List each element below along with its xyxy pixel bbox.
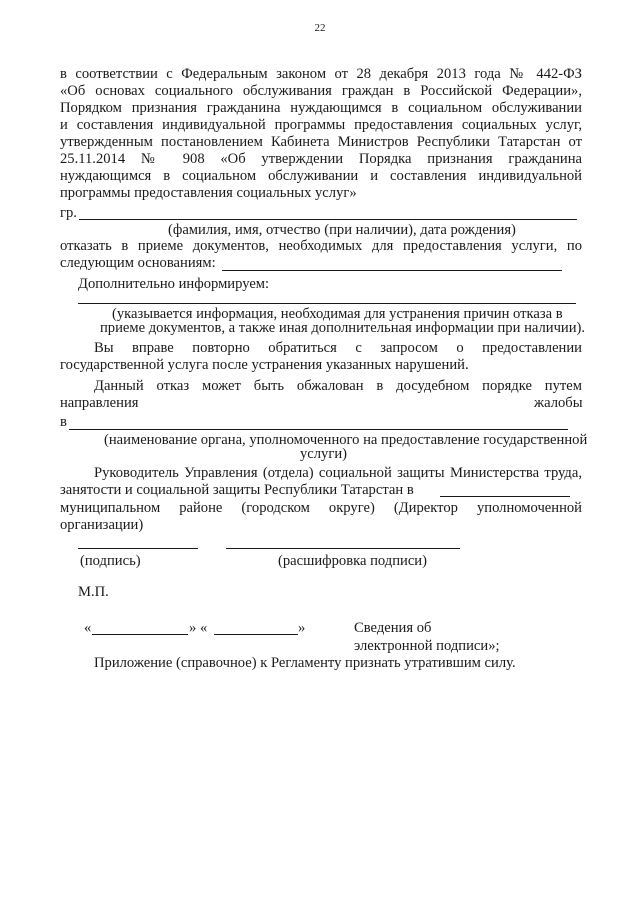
citizen-prefix: гр. [60,205,77,221]
district-field [440,496,570,497]
date-open-quote: « [84,620,92,636]
additional-caption-2: приеме документов, а также иная дополнительная информации при наличии). [100,320,586,336]
decryption-caption: (расшифровка подписи) [278,553,427,569]
refuse-line: отказать в приеме документов, необходимых для предоставления услуги, по [60,238,582,254]
para1-line-7: нуждающимся в социальном обслуживании и составления индивидуальной [60,168,582,184]
signature-decryption-field [226,548,460,549]
head-line-1: Руководитель Управления (отдела) социальной защиты Министерства труда, [94,465,582,481]
date-day-field [92,634,188,635]
appeal-complaint: жалобы [534,395,583,411]
para1-line-8: программы предоставления социальных услуг» [60,185,357,201]
esign-line-1: Сведения об [354,620,432,636]
head-line-3: муниципальном районе (городском округе) (Директор уполномоченной [60,500,582,516]
additional-info-field [78,303,576,304]
para1-line-5: утвержденным постановлением Кабинета Министров Республики Татарстан от [60,134,582,150]
appendix-line: Приложение (справочное) к Регламенту признать утратившим силу. [94,655,516,671]
authority-caption-2: услуги) [300,446,348,462]
para1-line-2: «Об основах социального обслуживания граждан в Российской Федерации», [60,83,582,99]
authority-field [69,429,568,430]
additional-caption-1: (указывается информация, необходимая для устранения причин отказа в [112,306,563,322]
reapply-line-2: государственной услуга после устранения указанных нарушений. [60,357,469,373]
stamp-label: М.П. [78,584,109,600]
para1-line-3: Порядком признания гражданина нуждающимся в социальном обслуживании [60,100,582,116]
page-number: 22 [314,22,326,34]
para1-line-6: 25.11.2014 № 908 «Об утверждении Порядка признания гражданина [60,151,582,167]
date-close-quote: » [298,620,306,636]
grounds-field [222,270,562,271]
appeal-line-1: Данный отказ может быть обжалован в досудебном порядке путем [94,378,582,394]
additional-info-label: Дополнительно информируем: [78,276,270,292]
date-month-field [214,634,298,635]
head-line-4: организации) [60,517,144,533]
appeal-in: в [60,414,67,430]
reapply-line-1: Вы вправе повторно обратиться с запросом о предоставлении [94,340,582,356]
para1-line-4: и составления индивидуальной программы предоставления социальных услуг, [60,117,582,133]
signature-field [78,548,198,549]
para1-line-1: в соответствии с Федеральным законом от 28 декабря 2013 года № 442-ФЗ [60,66,582,82]
authority-caption-1: (наименование органа, уполномоченного на предоставление государственной [104,432,588,448]
grounds-prefix: следующим основаниям: [60,255,216,271]
signature-caption: (подпись) [80,553,141,569]
esign-line-2: электронной подписи»; [354,638,500,654]
date-mid-quote: » « [189,620,208,636]
citizen-caption: (фамилия, имя, отчество (при наличии), дата рождения) [168,222,516,238]
appeal-direction: направления [60,395,139,411]
head-line-2: занятости и социальной защиты Республики Татарстан в [60,482,414,498]
citizen-name-field [79,219,577,220]
